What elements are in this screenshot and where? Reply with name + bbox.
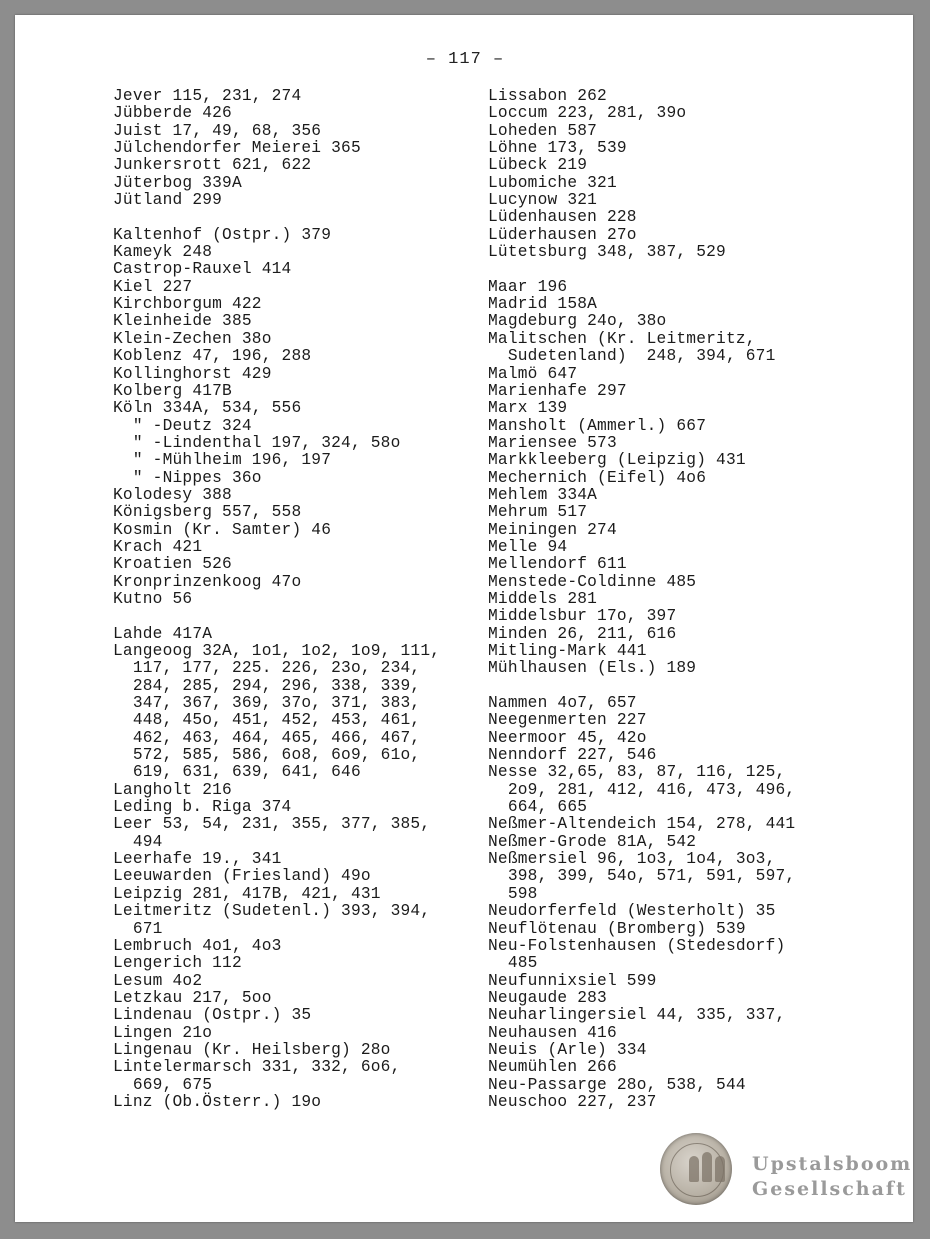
index-entry: 619, 631, 639, 641, 646 bbox=[113, 763, 361, 782]
index-entry: Malitschen (Kr. Leitmeritz, bbox=[488, 329, 756, 348]
index-entry: Malmö 647 bbox=[488, 364, 578, 383]
index-entry: Königsberg 557, 558 bbox=[113, 503, 302, 522]
index-entry: Neßmersiel 96, 1o3, 1o4, 3o3, bbox=[488, 850, 776, 869]
index-entry: Löhne 173, 539 bbox=[488, 139, 627, 158]
index-entry: Langholt 216 bbox=[113, 780, 232, 799]
index-entry: Marx 139 bbox=[488, 399, 568, 418]
index-entry: Lesum 4o2 bbox=[113, 971, 203, 990]
index-entry: Neßmer-Altendeich 154, 278, 441 bbox=[488, 815, 796, 834]
index-entry: Jülchendorfer Meierei 365 bbox=[113, 139, 361, 158]
index-entry: Middels 281 bbox=[488, 589, 598, 608]
index-entry: Leding b. Riga 374 bbox=[113, 798, 292, 817]
index-entry: Neermoor 45, 42o bbox=[488, 728, 647, 747]
index-entry: Langeoog 32A, 1o1, 1o2, 1o9, 111, bbox=[113, 642, 441, 660]
index-entry: Meiningen 274 bbox=[488, 520, 617, 539]
seal-figure bbox=[689, 1156, 699, 1182]
index-entry: Lahde 417A bbox=[113, 624, 213, 643]
index-entry: Köln 334A, 534, 556 bbox=[113, 399, 302, 418]
index-entry: Leeuwarden (Friesland) 49o bbox=[113, 867, 371, 886]
seal-logo bbox=[660, 1133, 732, 1205]
index-entry: 462, 463, 464, 465, 466, 467, bbox=[113, 728, 421, 747]
index-entry: Nenndorf 227, 546 bbox=[488, 746, 657, 765]
index-entry: Krach 421 bbox=[113, 537, 203, 556]
index-entry: Mehlem 334A bbox=[488, 485, 598, 504]
index-entry: 284, 285, 294, 296, 338, 339, bbox=[113, 676, 421, 695]
index-entry: Minden 26, 211, 616 bbox=[488, 624, 677, 643]
index-entry: Jüterbog 339A bbox=[113, 173, 242, 192]
index-entry: Kosmin (Kr. Samter) 46 bbox=[113, 520, 332, 539]
index-entry: Kutno 56 bbox=[113, 589, 193, 608]
index-entry: Middelsbur 17o, 397 bbox=[488, 607, 677, 626]
blank-line bbox=[488, 261, 908, 278]
index-entry: Nammen 4o7, 657 bbox=[488, 694, 637, 713]
index-entry: Koblenz 47, 196, 288 bbox=[113, 347, 312, 366]
index-entry: Mariensee 573 bbox=[488, 433, 617, 452]
index-entry: 448, 45o, 451, 452, 453, 461, bbox=[113, 711, 421, 730]
index-entry: Kollinghorst 429 bbox=[113, 364, 272, 383]
logo-line-1: Upstalsboom bbox=[752, 1153, 913, 1175]
index-entry: Neegenmerten 227 bbox=[488, 711, 647, 730]
index-entry: Loheden 587 bbox=[488, 121, 598, 140]
index-entry: Leer 53, 54, 231, 355, 377, 385, bbox=[113, 815, 431, 834]
seal-figure bbox=[715, 1156, 725, 1182]
index-entry: Madrid 158A bbox=[488, 295, 598, 314]
index-entry: 347, 367, 369, 37o, 371, 383, bbox=[113, 694, 421, 713]
index-entry: Mechernich (Eifel) 4o6 bbox=[488, 468, 707, 487]
index-entry: Leipzig 281, 417B, 421, 431 bbox=[113, 884, 381, 903]
index-entry: Lubomiche 321 bbox=[488, 173, 617, 192]
index-entry: 669, 675 bbox=[113, 1075, 213, 1094]
index-entry: Kolodesy 388 bbox=[113, 485, 232, 504]
index-entry: Loccum 223, 281, 39o bbox=[488, 104, 687, 123]
index-entry: Neuflötenau (Bromberg) 539 bbox=[488, 919, 746, 938]
seal-ring bbox=[670, 1143, 724, 1197]
index-entry: Lengerich 112 bbox=[113, 954, 242, 973]
index-entry: Lüderhausen 27o bbox=[488, 225, 637, 244]
index-entry: Kaltenhof (Ostpr.) 379 bbox=[113, 225, 332, 244]
index-entry: Nesse 32,65, 83, 87, 116, 125, bbox=[488, 763, 786, 782]
index-entry: Neu-Passarge 28o, 538, 544 bbox=[488, 1075, 746, 1094]
index-entry: 671 bbox=[113, 919, 163, 938]
index-entry: Linz (Ob.Österr.) 19o bbox=[113, 1092, 322, 1111]
blank-line bbox=[113, 608, 483, 625]
index-entry: 398, 399, 54o, 571, 591, 597, bbox=[488, 867, 796, 886]
index-column-left bbox=[113, 88, 483, 1111]
logo-line-2: Gesellschaft bbox=[752, 1178, 907, 1200]
index-entry: Menstede-Coldinne 485 bbox=[488, 572, 697, 591]
index-column-right bbox=[488, 88, 908, 1111]
index-entry: Markkleeberg (Leipzig) 431 bbox=[488, 451, 746, 470]
index-entry: Lüdenhausen 228 bbox=[488, 208, 637, 227]
index-entry: Kroatien 526 bbox=[113, 555, 232, 574]
index-entry: Lütetsburg 348, 387, 529 bbox=[488, 243, 726, 262]
index-entry: " -Nippes 36o bbox=[113, 468, 262, 487]
index-entry: Lintelermarsch 331, 332, 6o6, bbox=[113, 1058, 401, 1077]
index-entry: Mansholt (Ammerl.) 667 bbox=[488, 416, 707, 435]
index-entry: 664, 665 bbox=[488, 798, 588, 817]
index-entry: Letzkau 217, 5oo bbox=[113, 988, 272, 1007]
index-entry: 598 bbox=[488, 884, 538, 903]
index-entry: Kiel 227 bbox=[113, 277, 193, 296]
index-entry: Leitmeritz (Sudetenl.) 393, 394, bbox=[113, 902, 431, 921]
index-entry: 2o9, 281, 412, 416, 473, 496, bbox=[488, 780, 796, 799]
index-entry: Jübberde 426 bbox=[113, 104, 232, 123]
index-entry: Lindenau (Ostpr.) 35 bbox=[113, 1006, 312, 1025]
index-entry: " -Lindenthal 197, 324, 58o bbox=[113, 433, 401, 452]
blank-line bbox=[113, 209, 483, 226]
index-entry: Junkersrott 621, 622 bbox=[113, 156, 312, 175]
index-entry: Lissabon 262 bbox=[488, 87, 607, 105]
index-entry: Jever 115, 231, 274 bbox=[113, 87, 302, 105]
index-entry: Klein-Zechen 38o bbox=[113, 329, 272, 348]
index-entry: Mitling-Mark 441 bbox=[488, 642, 647, 660]
index-entry: 494 bbox=[113, 832, 163, 851]
index-entry: Neudorferfeld (Westerholt) 35 bbox=[488, 902, 776, 921]
index-entry: Jütland 299 bbox=[113, 191, 223, 210]
index-entry: " -Deutz 324 bbox=[113, 416, 252, 435]
index-entry: Lembruch 4o1, 4o3 bbox=[113, 936, 282, 955]
index-entry: Lingen 21o bbox=[113, 1023, 213, 1042]
index-entry: Mühlhausen (Els.) 189 bbox=[488, 659, 697, 678]
index-entry: Mehrum 517 bbox=[488, 503, 588, 522]
index-entry: Leerhafe 19., 341 bbox=[113, 850, 282, 869]
index-entry: Neugaude 283 bbox=[488, 988, 607, 1007]
index-entry: Castrop-Rauxel 414 bbox=[113, 260, 292, 279]
index-entry: Kameyk 248 bbox=[113, 243, 213, 262]
index-entry: Neuharlingersiel 44, 335, 337, bbox=[488, 1006, 786, 1025]
index-entry: Neuis (Arle) 334 bbox=[488, 1040, 647, 1059]
index-entry: Juist 17, 49, 68, 356 bbox=[113, 121, 322, 140]
index-entry: Kirchborgum 422 bbox=[113, 295, 262, 314]
seal-figure bbox=[702, 1152, 712, 1182]
index-entry: Neu-Folstenhausen (Stedesdorf) bbox=[488, 936, 786, 955]
index-entry: Neufunnixsiel 599 bbox=[488, 971, 657, 990]
index-entry: Neuschoo 227, 237 bbox=[488, 1092, 657, 1111]
index-entry: Kolberg 417B bbox=[113, 381, 232, 400]
index-entry: Neuhausen 416 bbox=[488, 1023, 617, 1042]
index-entry: Neumühlen 266 bbox=[488, 1058, 617, 1077]
index-entry: Neßmer-Grode 81A, 542 bbox=[488, 832, 697, 851]
society-logo-text bbox=[752, 1152, 912, 1202]
index-entry: Marienhafe 297 bbox=[488, 381, 627, 400]
index-entry: 572, 585, 586, 6o8, 6o9, 61o, bbox=[113, 746, 421, 765]
index-entry: Lingenau (Kr. Heilsberg) 28o bbox=[113, 1040, 391, 1059]
index-entry: Melle 94 bbox=[488, 537, 568, 556]
index-entry: " -Mühlheim 196, 197 bbox=[113, 451, 332, 470]
index-entry: Lübeck 219 bbox=[488, 156, 588, 175]
index-entry: Kleinheide 385 bbox=[113, 312, 252, 331]
index-entry: Kronprinzenkoog 47o bbox=[113, 572, 302, 591]
index-entry: 485 bbox=[488, 954, 538, 973]
index-entry: Lucynow 321 bbox=[488, 191, 598, 210]
index-entry: Magdeburg 24o, 38o bbox=[488, 312, 667, 331]
index-entry: Sudetenland) 248, 394, 671 bbox=[488, 347, 776, 366]
blank-line bbox=[488, 678, 908, 695]
index-entry: Mellendorf 611 bbox=[488, 555, 627, 574]
index-entry: Maar 196 bbox=[488, 277, 568, 296]
index-entry: 117, 177, 225. 226, 23o, 234, bbox=[113, 659, 421, 678]
page-number: – 117 – bbox=[425, 50, 505, 69]
